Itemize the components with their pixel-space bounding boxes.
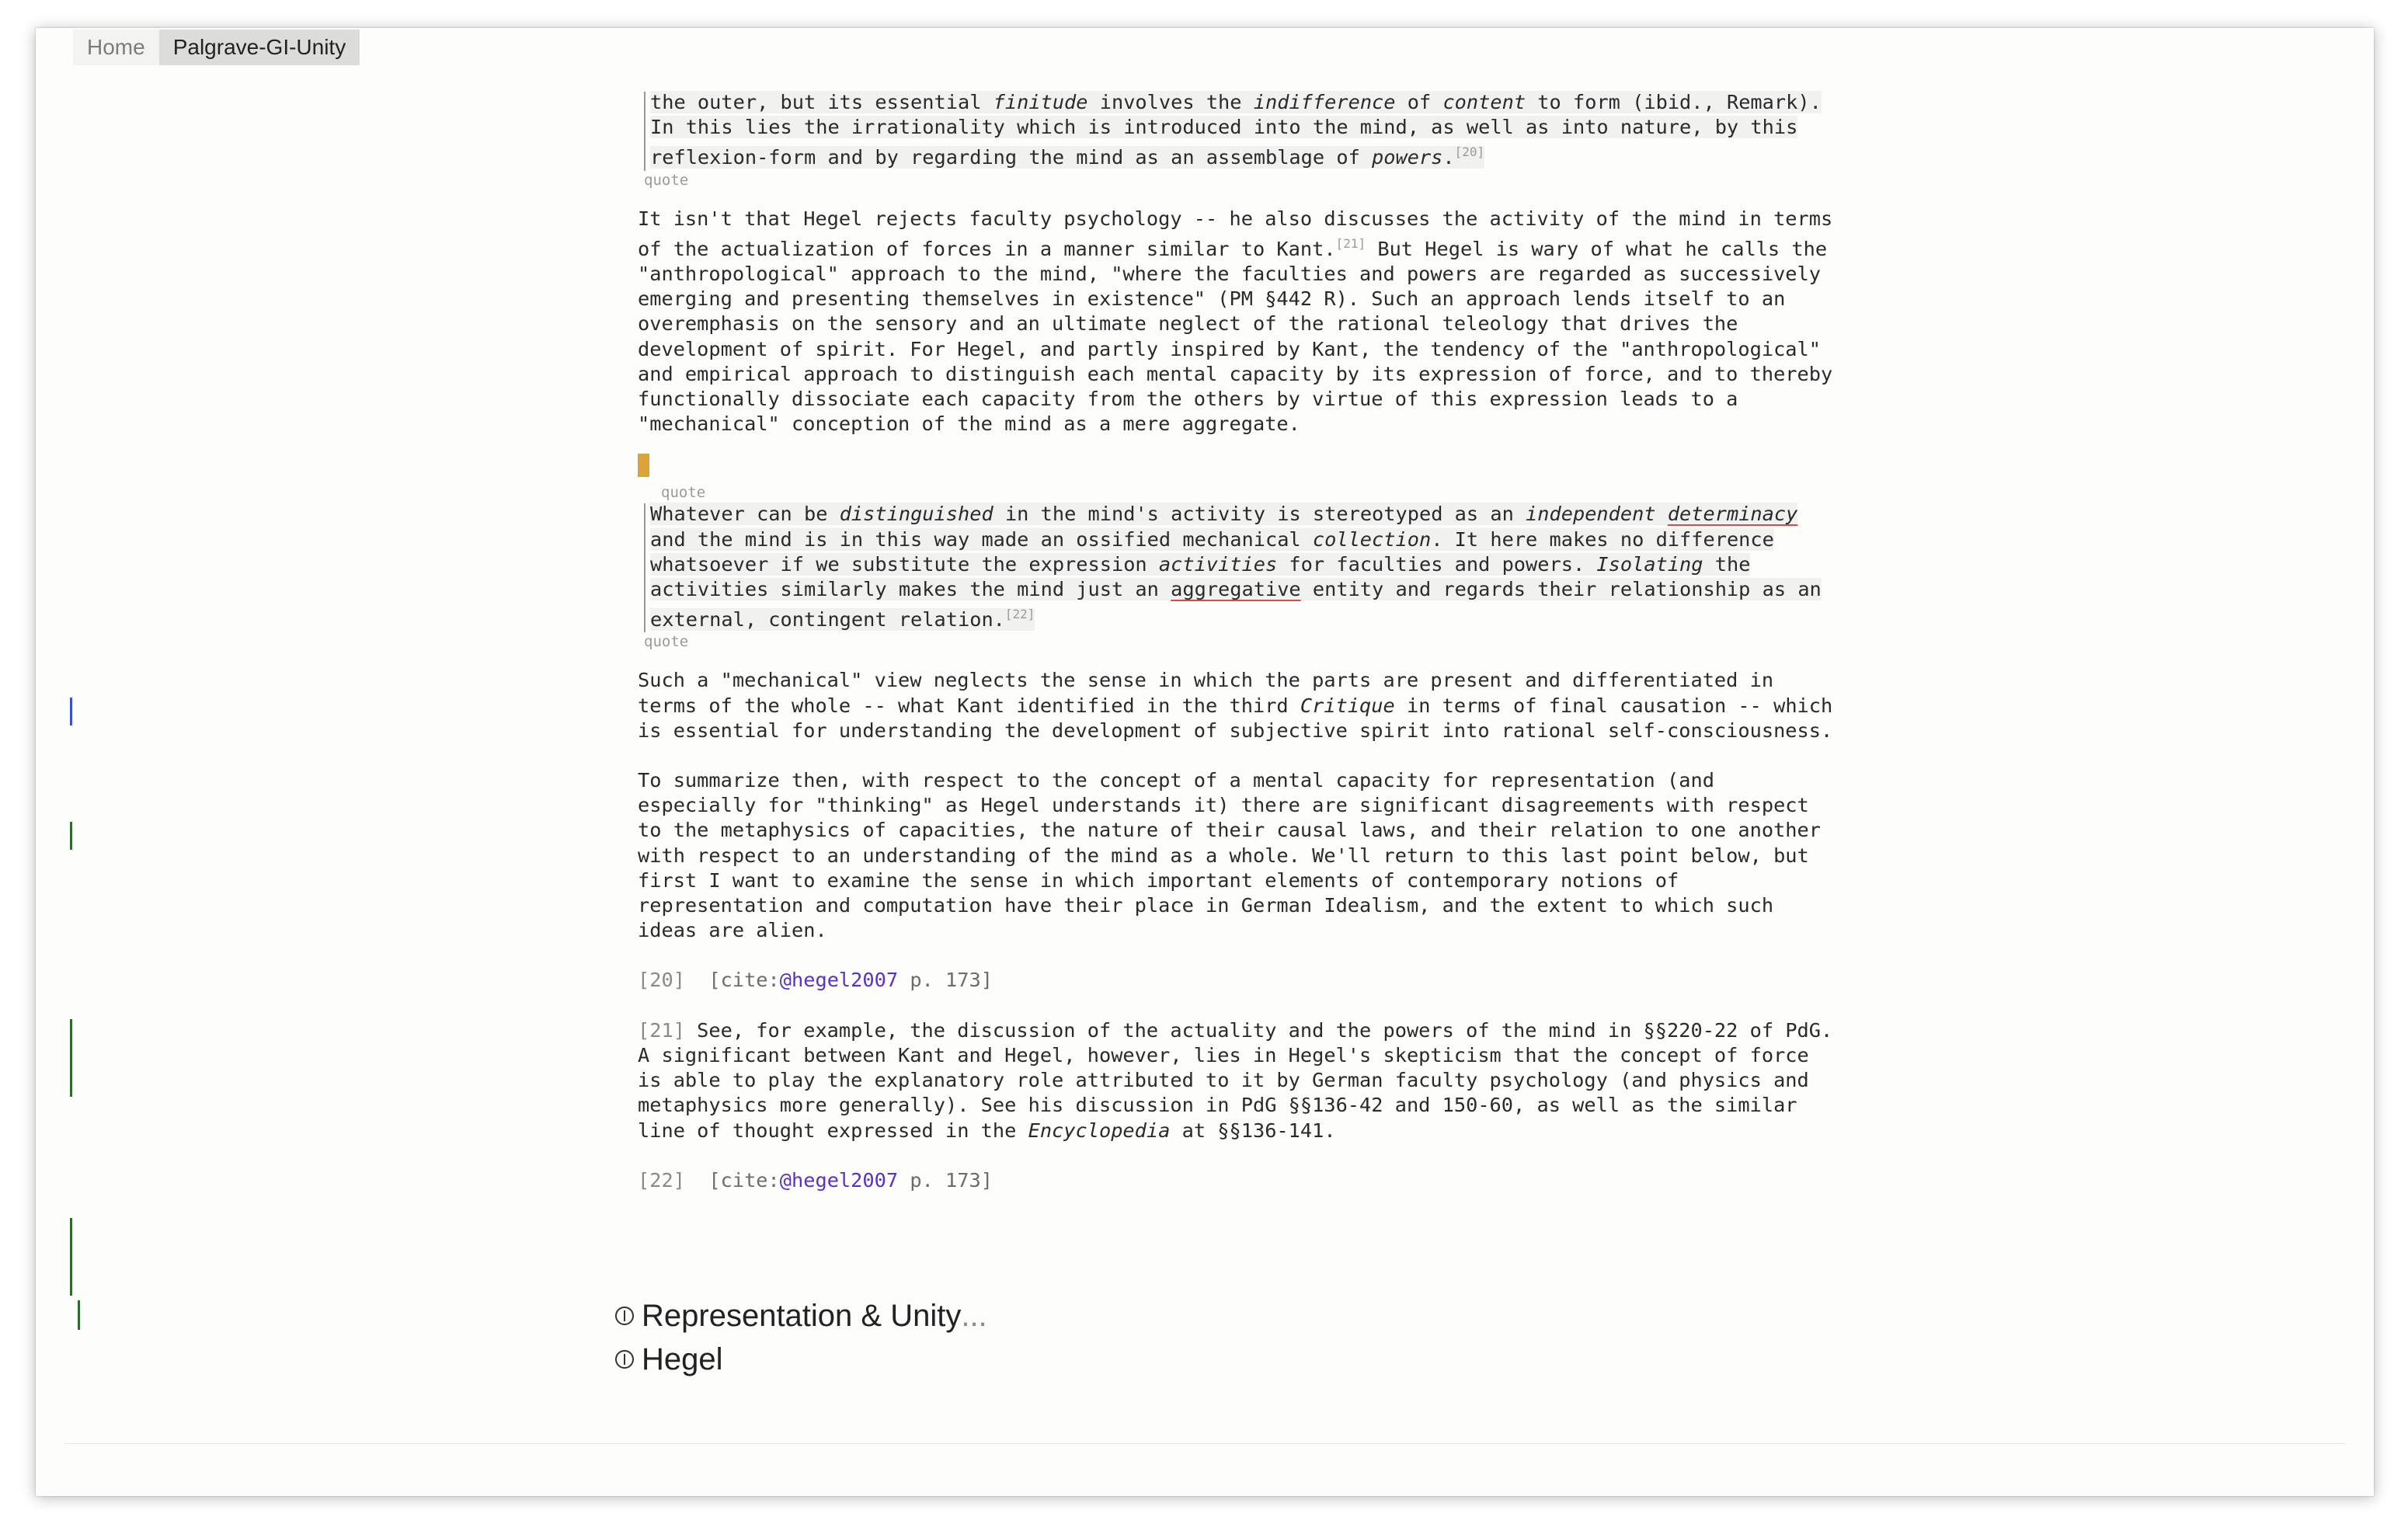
quote-emphasis: content [1442, 91, 1526, 113]
cite-suffix: p. 173] [898, 969, 993, 992]
tab-home[interactable]: Home [73, 30, 159, 65]
quote-emphasis: indifference [1253, 91, 1396, 113]
quote-text: the outer, but its essential [650, 91, 993, 113]
quote-bracket [644, 503, 652, 632]
quote-text: involves the [1087, 91, 1254, 113]
footnote-number: [22] [638, 1168, 685, 1192]
footer-divider [64, 1443, 2346, 1444]
quote-emphasis: finitude [993, 91, 1088, 113]
paragraph-text: To summarize then, with respect to the concept of a mental capacity for representation (and especially for "thinking" as Hegel understands it) there are significant disagreements with respect to the metaphysics of capacities, the nature of their causal laws, and their relation to one another with respect to an understanding of the mind as a whole. We'll return to this last point below, but first I want to examine the sense in which important elements of contemporary notions of representation and computation have their place in German Idealism, and the extent to which such ideas are alien. [638, 769, 1822, 942]
tab-palgrave-gi-unity[interactable]: Palgrave-GI-Unity [159, 30, 360, 65]
cite-prefix: [cite: [708, 969, 780, 992]
linked-note-label[interactable]: Hegel [642, 1342, 723, 1376]
footnote-22 [638, 1168, 1834, 1193]
paragraph-text: But Hegel is wary of what he calls the "anthropological" approach to the mind, "where the faculties and powers are regarded as successively emerging and presenting themselves in existence" (PM §442 R). Such an approach lends itself to an overemphasis on the sensory and an ultimate neglect of the rational teleology that drives the development of spirit. For Hegel, and partly inspired by Kant, the tendency of the "anthropological" and empirical approach to distinguish each mental capacity by its expression of force, and to thereby functionally dissociate each capacity from the others by virtue of this expression leads to a "mechanical" conception of the mind as a mere aggregate. [638, 237, 1833, 436]
cite-suffix: p. 173] [898, 1168, 993, 1192]
paragraph-text: It isn't that Hegel rejects faculty psychology -- he also discusses the activity of the mind in terms of the actualization of forces in a manner similar to Kant. [638, 207, 1833, 260]
spellcheck-word[interactable]: aggregative [1171, 578, 1301, 601]
footnote-number: [21] [638, 1018, 685, 1042]
paragraph [638, 207, 1834, 437]
footnote-emphasis: Encyclopedia [1028, 1119, 1171, 1142]
footnote-ref[interactable]: [20] [1454, 144, 1485, 160]
editor-window [36, 28, 2374, 1496]
footnote-text: See, for example, the discussion of the actuality and the powers of the mind in §§220-22 of PdG. A significant between Kant and Hegel, however, lies in Hegel's skepticism that the concept of force is able to play the explanatory role attributed to it by German faculty psychology (and physics and metaphysics more generally). See his discussion in PdG §§136-42 and 150-60, as well as the similar line of thought expressed in the [638, 1018, 1833, 1142]
info-icon [615, 1307, 634, 1325]
paragraph-text: Such a "mechanical" view neglects the sense in which the parts are present and differentiated in terms of the whole -- what Kant identified in the third [638, 669, 1774, 717]
quote-end-label: quote [644, 633, 689, 651]
gutter-change-marker [70, 698, 72, 726]
quote-emphasis: distinguished [839, 503, 993, 526]
gutter-change-marker [70, 822, 72, 850]
footnote-21 [638, 1018, 1834, 1143]
quote-text: . [1442, 146, 1455, 169]
quote-text: of [1395, 91, 1443, 113]
footnote-ref[interactable]: [22] [1004, 607, 1035, 622]
info-icon [615, 1350, 634, 1369]
footnote-number: [20] [638, 969, 685, 992]
paragraph [638, 768, 1834, 943]
quote-emphasis: collection [1312, 527, 1432, 551]
quote-text: in the mind's activity is stereotyped as an [993, 503, 1526, 526]
gutter-change-marker [70, 1019, 72, 1097]
quote-end-label: quote [644, 171, 689, 189]
paragraph [638, 668, 1834, 743]
cite-link[interactable]: @hegel2007 [779, 1168, 899, 1192]
spellcheck-word[interactable]: determinacy [1667, 503, 1798, 526]
gutter-change-marker [70, 1218, 72, 1296]
footnote-text: at §§136-141. [1170, 1119, 1336, 1142]
quote-text: and the mind is in this way made an ossified mechanical [650, 527, 1313, 551]
ellipsis: ... [961, 1299, 987, 1333]
quote-text: Whatever can be [650, 503, 840, 526]
blockquote [650, 90, 1834, 171]
linked-note-label[interactable]: Representation & Unity [642, 1299, 962, 1333]
linked-notes [615, 1294, 987, 1381]
linked-note-item[interactable] [615, 1294, 987, 1338]
tab-bar [73, 30, 360, 65]
blockquote [650, 502, 1834, 632]
quote-emphasis: Isolating [1596, 552, 1703, 576]
linked-note-item[interactable] [615, 1338, 987, 1381]
quote-emphasis: powers [1372, 146, 1443, 169]
cite-prefix: [cite: [708, 1168, 780, 1192]
paragraph-text: in terms of final causation -- which is essential for understanding the development of subjective spirit into rational self-consciousness. [638, 694, 1833, 742]
quote-text: to form (ibid., Remark). In this lies the irrationality which is introduced into the mind, as well as into nature, by this reflexion-form and by regarding the mind as an assemblage of [650, 91, 1822, 169]
quote-text: entity and regards their relationship as an external, contingent relation. [650, 578, 1822, 632]
cite-link[interactable]: @hegel2007 [779, 969, 899, 992]
quote-bracket [644, 92, 652, 171]
footnote-20 [638, 968, 1834, 993]
text-cursor [638, 454, 649, 477]
quote-emphasis: activities [1158, 552, 1278, 576]
quote-text: . It here makes no difference whatsoever if we substitute the expression [650, 527, 1774, 576]
document-body[interactable] [638, 90, 1834, 1218]
quote-emphasis: independent [1526, 503, 1656, 526]
quote-text: for faculties and powers. [1277, 552, 1597, 576]
quote-text: the activities similarly makes the mind just an [650, 552, 1751, 601]
paragraph-emphasis: Critique [1300, 694, 1395, 717]
gutter-change-marker [78, 1300, 80, 1330]
footnote-ref[interactable]: [21] [1335, 235, 1366, 251]
quote-start-label: quote [661, 484, 706, 502]
